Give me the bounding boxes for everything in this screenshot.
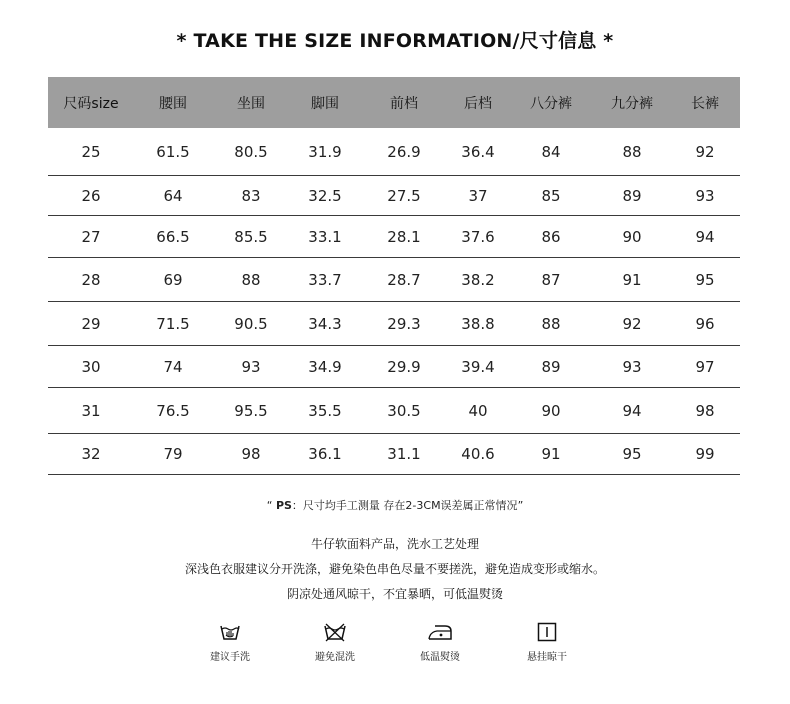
table-cell: 92 — [695, 142, 715, 161]
table-cell: 94 — [622, 401, 642, 420]
table-cell: 31.9 — [308, 142, 342, 161]
table-cell: 93 — [622, 357, 642, 376]
table-cell: 88 — [241, 270, 261, 289]
table-cell: 39.4 — [461, 357, 495, 376]
table-cell: 29.9 — [387, 357, 421, 376]
table-cell: 33.7 — [308, 270, 342, 289]
note-text: ：尺寸均手工测量 存在2-3CM误差属正常情况 — [291, 499, 518, 512]
page-title: * TAKE THE SIZE INFORMATION/尺寸信息 * — [176, 30, 614, 52]
table-row — [48, 434, 740, 475]
table-cell: 90 — [541, 401, 561, 420]
low-iron-icon — [427, 622, 453, 642]
table-cell: 37.6 — [461, 227, 495, 246]
table-cell: 94 — [695, 227, 715, 246]
table-cell: 31 — [81, 401, 101, 420]
care-icons — [0, 622, 790, 672]
table-cell: 91 — [541, 445, 561, 463]
table-cell: 89 — [622, 186, 642, 205]
care-label-hand-wash: 建议手洗 — [210, 652, 250, 663]
table-cell: 27 — [81, 227, 101, 246]
table-cell: 96 — [695, 314, 715, 333]
header-back-rise: 后档 — [464, 95, 492, 112]
table-cell: 90.5 — [234, 314, 268, 333]
table-cell: 61.5 — [156, 142, 190, 161]
care-line-fabric: 牛仔软面料产品，洗水工艺处理 — [310, 537, 479, 551]
note-close-quote: ” — [517, 499, 524, 512]
table-cell: 97 — [695, 357, 715, 376]
table-cell: 95 — [695, 270, 715, 289]
care-item-no-tumble-wash — [295, 622, 375, 663]
table-cell: 25 — [81, 142, 101, 161]
header-hip: 坐围 — [237, 95, 265, 112]
table-cell: 90 — [622, 227, 642, 246]
table-cell: 26 — [81, 186, 101, 205]
table-cell: 98 — [241, 445, 261, 463]
table-cell: 29.3 — [387, 314, 421, 333]
note-ps-label: PS — [275, 499, 292, 512]
table-row — [48, 388, 740, 434]
table-cell: 88 — [541, 314, 561, 333]
table-cell: 95 — [622, 445, 642, 463]
table-row — [48, 216, 740, 258]
table-cell: 38.2 — [461, 270, 495, 289]
care-item-hang-dry — [507, 622, 587, 663]
table-cell: 69 — [163, 270, 183, 289]
measurement-note — [0, 497, 790, 513]
table-cell: 31.1 — [387, 445, 421, 463]
table-cell: 84 — [541, 142, 561, 161]
table-cell: 38.8 — [461, 314, 495, 333]
table-cell: 80.5 — [234, 142, 268, 161]
table-header-row — [48, 77, 740, 128]
table-cell: 64 — [163, 186, 183, 205]
note-open-quote: “ — [266, 499, 273, 512]
header-ankle-length: 九分裤 — [611, 95, 653, 112]
table-cell: 32 — [81, 445, 101, 463]
table-cell: 34.9 — [308, 357, 342, 376]
table-cell: 83 — [241, 186, 261, 205]
table-cell: 34.3 — [308, 314, 342, 333]
table-body — [48, 128, 740, 475]
header-cropped-length: 八分裤 — [530, 95, 572, 112]
table-cell: 95.5 — [234, 401, 268, 420]
hang-dry-icon — [537, 622, 557, 642]
care-label-hang-dry: 悬挂晾干 — [527, 652, 567, 663]
table-cell: 36.4 — [461, 142, 495, 161]
table-cell: 66.5 — [156, 227, 190, 246]
table-cell: 87 — [541, 270, 561, 289]
header-leg-opening: 脚围 — [311, 95, 339, 112]
no-tumble-wash-icon — [323, 622, 347, 642]
table-row — [48, 346, 740, 388]
table-cell: 36.1 — [308, 445, 342, 463]
table-cell: 33.1 — [308, 227, 342, 246]
table-cell: 89 — [541, 357, 561, 376]
table-cell: 40 — [468, 401, 488, 420]
table-cell: 85.5 — [234, 227, 268, 246]
header-front-rise: 前档 — [390, 95, 418, 112]
table-cell: 88 — [622, 142, 642, 161]
table-cell: 74 — [163, 357, 183, 376]
table-cell: 92 — [622, 314, 642, 333]
table-cell: 30.5 — [387, 401, 421, 420]
table-cell: 85 — [541, 186, 561, 205]
table-row — [48, 302, 740, 346]
table-cell: 93 — [241, 357, 261, 376]
header-waist: 腰围 — [159, 95, 187, 112]
care-line-drying: 阴凉处通风晾干，不宜暴晒，可低温熨烫 — [286, 587, 503, 601]
table-cell: 28.1 — [387, 227, 421, 246]
table-cell: 27.5 — [387, 186, 421, 205]
table-cell: 32.5 — [308, 186, 342, 205]
care-label-low-iron: 低温熨烫 — [420, 652, 460, 663]
table-cell: 86 — [541, 227, 561, 246]
care-label-no-tumble-wash: 避免混洗 — [315, 652, 355, 663]
care-item-hand-wash — [190, 622, 270, 663]
size-table — [48, 77, 740, 475]
table-cell: 71.5 — [156, 314, 190, 333]
table-cell: 28.7 — [387, 270, 421, 289]
table-cell: 76.5 — [156, 401, 190, 420]
header-full-length: 长裤 — [691, 95, 719, 112]
table-cell: 40.6 — [461, 445, 495, 463]
header-size: 尺码size — [63, 95, 119, 112]
table-cell: 98 — [695, 401, 715, 420]
table-cell: 79 — [163, 445, 183, 463]
table-cell: 91 — [622, 270, 642, 289]
table-cell: 37 — [468, 186, 488, 205]
care-line-washing: 深浅色衣服建议分开洗涤，避免染色串色尽量不要搓洗，避免造成变形或缩水。 — [184, 562, 605, 576]
table-cell: 30 — [81, 357, 101, 376]
table-cell: 26.9 — [387, 142, 421, 161]
table-cell: 29 — [81, 314, 101, 333]
table-cell: 99 — [695, 445, 715, 463]
table-row — [48, 128, 740, 176]
hand-wash-icon — [219, 622, 241, 642]
table-row — [48, 176, 740, 216]
table-cell: 93 — [695, 186, 715, 205]
table-row — [48, 258, 740, 302]
care-item-low-iron — [400, 622, 480, 663]
table-cell: 28 — [81, 270, 101, 289]
table-cell: 35.5 — [308, 401, 342, 420]
